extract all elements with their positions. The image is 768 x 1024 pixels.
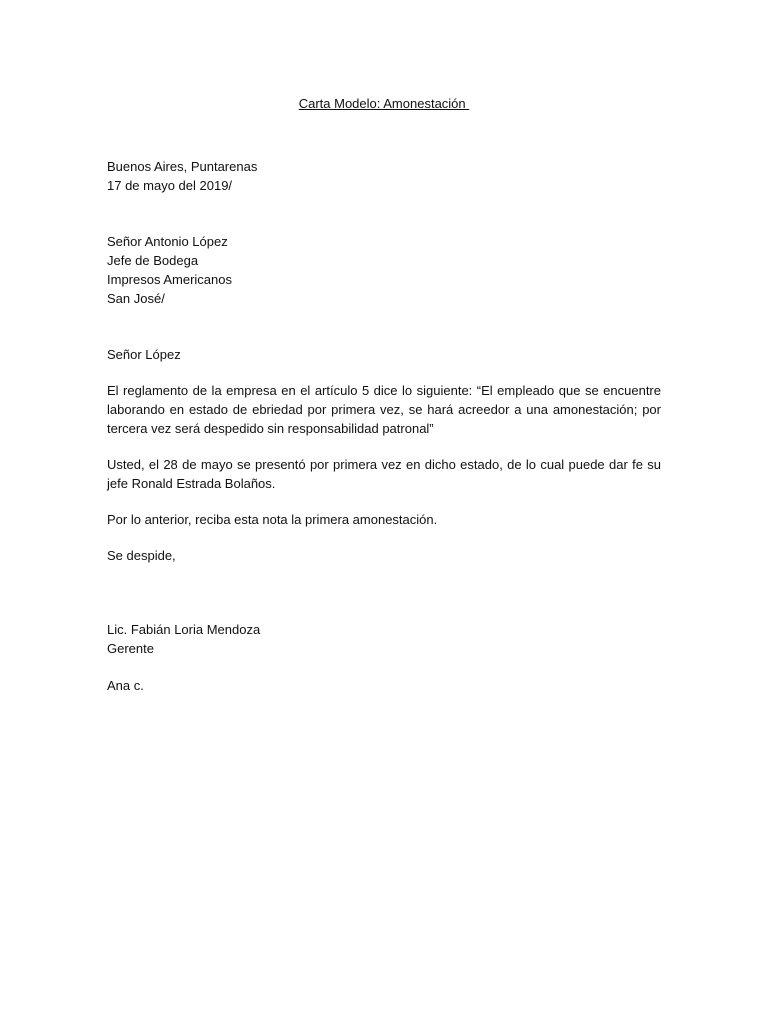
signature-name: Lic. Fabián Loria Mendoza [107,622,261,637]
recipient-block [107,232,661,308]
spacer [107,195,661,232]
recipient-city: San José/ [107,291,165,306]
spacer [107,364,661,381]
paragraph-regulation: El reglamento de la empresa en el artículo 5 dice lo siguiente: “El empleado que se encuentre laborando en estado de ebriedad por primera vez, se hará acreedor a una amonestación; por tercera vez será despedido sin responsabilidad patronal” [107,383,661,436]
cc-line: Ana c. [107,678,144,693]
place-date-block [107,157,661,195]
document-title: Carta Modelo: Amonestación [298,96,470,111]
recipient-position: Jefe de Bodega [107,253,199,268]
closing: Se despide, [107,548,176,563]
signature-position: Gerente [107,641,154,656]
paragraph-incident: Usted, el 28 de mayo se presentó por primera vez en dicho estado, de lo cual puede dar fe su jefe Ronald Estrada Bolaños. [107,457,661,491]
spacer [107,438,661,455]
spacer [107,565,661,620]
spacer [107,493,661,510]
paragraph-warning: Por lo anterior, reciba esta nota la primera amonestación. [107,512,438,527]
spacer [107,529,661,546]
place-line: Buenos Aires, Puntarenas [107,159,258,174]
letter-body [107,94,661,695]
spacer [107,308,661,345]
signature-block [107,620,661,658]
recipient-name: Señor Antonio López [107,234,228,249]
spacer [107,658,661,676]
date-line: 17 de mayo del 2019/ [107,178,233,193]
salutation: Señor López [107,347,181,362]
recipient-company: Impresos Americanos [107,272,232,287]
title-container [107,94,661,113]
